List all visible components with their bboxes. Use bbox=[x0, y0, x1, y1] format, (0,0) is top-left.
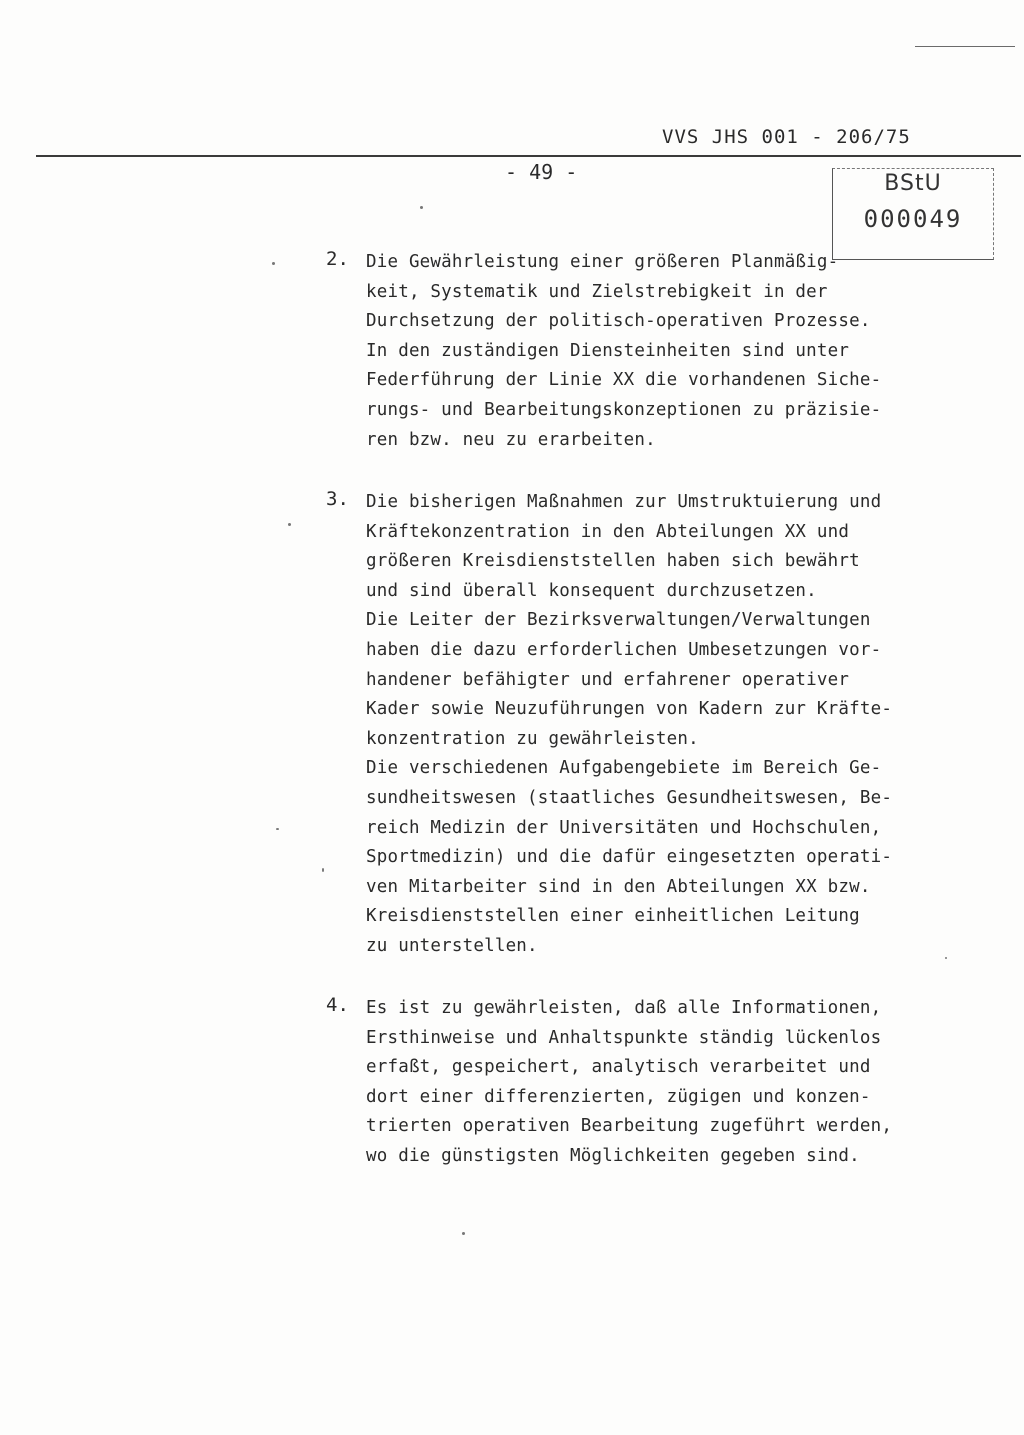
scan-speck bbox=[945, 957, 947, 959]
scan-speck bbox=[288, 523, 291, 526]
text-line: Kreisdienststellen einer einheitlichen Leitung bbox=[366, 906, 860, 927]
text-line: Die bisherigen Maßnahmen zur Umstruktuierung und bbox=[366, 492, 882, 512]
archive-stamp bbox=[832, 168, 994, 260]
item-number: 2. bbox=[326, 248, 349, 270]
text-line: wo die günstigsten Möglichkeiten gegeben sind. bbox=[366, 1145, 860, 1166]
scan-speck bbox=[272, 262, 275, 265]
text-line: ven Mitarbeiter sind in den Abteilungen XX bzw. bbox=[366, 876, 871, 897]
text-line: zu unterstellen. bbox=[366, 935, 538, 956]
document-reference: VVS JHS 001 - 206/75 bbox=[662, 126, 911, 148]
top-margin-rule bbox=[915, 46, 1015, 47]
item-text bbox=[366, 994, 976, 1172]
item-text bbox=[366, 248, 976, 455]
text-line: Federführung der Linie XX die vorhandenen Siche- bbox=[366, 370, 882, 391]
text-line: keit, Systematik und Zielstrebigkeit in der bbox=[366, 281, 828, 302]
text-line: erfaßt, gespeichert, analytisch verarbeitet und bbox=[366, 1057, 871, 1078]
text-line: Durchsetzung der politisch-operativen Prozesse. bbox=[366, 311, 871, 332]
text-line: konzentration zu gewährleisten. bbox=[366, 728, 699, 749]
item-text bbox=[366, 488, 976, 962]
text-line: Die Leiter der Bezirksverwaltungen/Verwaltungen bbox=[366, 610, 871, 631]
scan-speck bbox=[420, 206, 423, 209]
text-line: Die Gewährleistung einer größeren Planmäßig- bbox=[366, 252, 839, 272]
text-line: Sportmedizin) und die dafür eingesetzten operati- bbox=[366, 847, 893, 868]
text-line: Die verschiedenen Aufgabengebiete im Bereich Ge- bbox=[366, 758, 882, 779]
text-line: Kader sowie Neuzuführungen von Kadern zur Kräfte- bbox=[366, 699, 893, 720]
text-line: Kräftekonzentration in den Abteilungen XX und bbox=[366, 521, 850, 542]
stamp-label: BStU bbox=[884, 171, 942, 196]
text-line: Es ist zu gewährleisten, daß alle Informationen, bbox=[366, 998, 882, 1018]
text-line: rungs- und Bearbeitungskonzeptionen zu präzisie- bbox=[366, 399, 882, 420]
header-rule bbox=[36, 155, 1021, 157]
text-line: handener befähigter und erfahrener operativer bbox=[366, 669, 850, 690]
text-line: größeren Kreisdienststellen haben sich bewährt bbox=[366, 551, 860, 572]
text-line: In den zuständigen Diensteinheiten sind unter bbox=[366, 340, 850, 361]
text-line: dort einer differenzierten, zügigen und konzen- bbox=[366, 1086, 871, 1107]
page-number: - 49 - bbox=[505, 160, 578, 184]
item-number: 3. bbox=[326, 488, 349, 510]
text-line: sundheitswesen (staatliches Gesundheitswesen, Be- bbox=[366, 787, 893, 808]
item-number: 4. bbox=[326, 994, 349, 1016]
scan-speck bbox=[322, 868, 324, 872]
text-line: und sind überall konsequent durchzusetzen. bbox=[366, 580, 817, 601]
text-line: trierten operativen Bearbeitung zugeführt werden, bbox=[366, 1116, 893, 1137]
scan-speck bbox=[276, 828, 279, 830]
stamp-number: 000049 bbox=[863, 205, 963, 233]
text-line: ren bzw. neu zu erarbeiten. bbox=[366, 429, 656, 450]
text-line: reich Medizin der Universitäten und Hochschulen, bbox=[366, 817, 882, 838]
text-line: Ersthinweise und Anhaltspunkte ständig lückenlos bbox=[366, 1027, 882, 1048]
scan-speck bbox=[462, 1232, 465, 1235]
text-line: haben die dazu erforderlichen Umbesetzungen vor- bbox=[366, 639, 882, 660]
